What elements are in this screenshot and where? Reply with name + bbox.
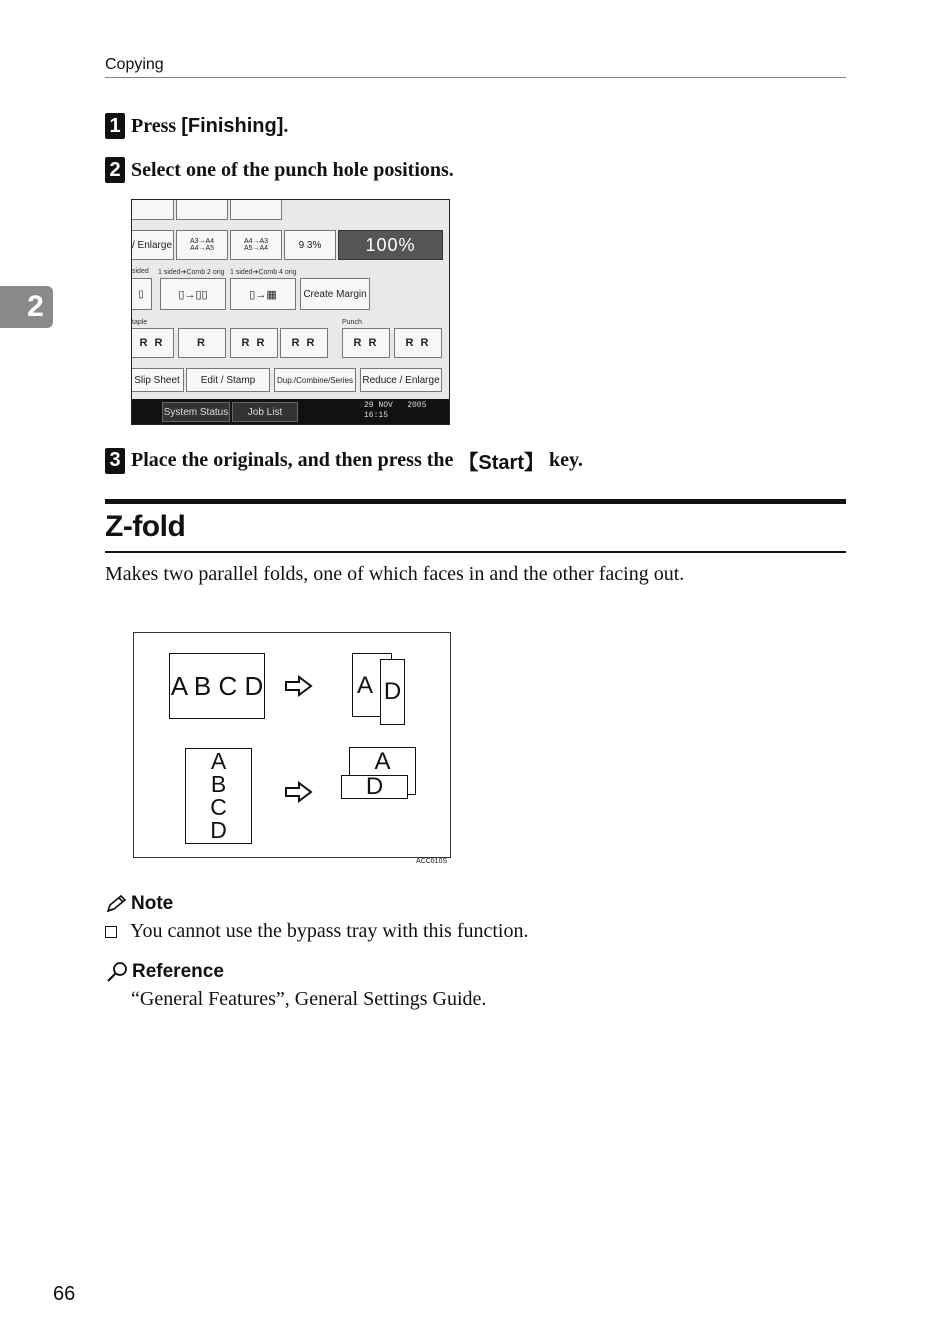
duplex-icon-button[interactable]	[131, 278, 152, 310]
note-heading-text: Note	[131, 893, 174, 914]
arrow-right-icon	[284, 675, 314, 697]
running-header: Copying	[105, 56, 164, 73]
panel-cell[interactable]	[176, 199, 228, 220]
ratio-100-display: 100%	[338, 230, 443, 260]
tab-dup-combine-series[interactable]: Dup./Combine/Series	[274, 368, 356, 392]
ratio-a4-a3-button[interactable]	[230, 230, 282, 260]
sheet-horizontal: A B C D	[169, 653, 265, 719]
create-margin-button[interactable]: Create Margin	[300, 278, 370, 310]
staple-position-icon: R	[197, 337, 207, 349]
section-rule-bottom	[105, 551, 846, 553]
section-description: Makes two parallel folds, one of which faces in and the other facing out.	[105, 563, 685, 585]
clock-display	[364, 401, 426, 421]
staple-option-button[interactable]	[131, 328, 174, 358]
section-title: Z-fold	[105, 510, 186, 543]
sided-label: sided	[132, 268, 149, 275]
z-fold-figure	[133, 632, 451, 858]
staple-position-icon: R R	[139, 337, 165, 349]
tab-reduce-enlarge[interactable]: Reduce / Enlarge	[360, 368, 442, 392]
staple-option-button[interactable]	[178, 328, 226, 358]
enlarge-button[interactable]: / Enlarge	[131, 230, 174, 260]
combine-2-button[interactable]	[160, 278, 226, 310]
staple-position-icon: R R	[241, 337, 267, 349]
folded2-letter-a: A	[374, 748, 391, 775]
note-item-text: You cannot use the bypass tray with this function.	[130, 920, 529, 942]
staple-option-button[interactable]	[230, 328, 278, 358]
arrow-right-icon	[284, 781, 314, 803]
control-panel-screenshot	[131, 199, 450, 425]
job-list-button[interactable]: Job List	[232, 402, 298, 422]
step-number: 2	[105, 157, 125, 183]
page-number: 66	[53, 1283, 76, 1305]
step-text: Press	[131, 114, 182, 137]
ratio-line: A5→A4	[243, 245, 269, 252]
note-heading	[105, 893, 173, 915]
duplex-icon: ▯	[138, 288, 144, 300]
punch-position-icon: R R	[353, 337, 379, 349]
punch-label: Punch	[342, 319, 362, 326]
chapter-tab: 2	[0, 286, 53, 328]
combine-4-icon: ▯→▦	[249, 288, 277, 301]
combine-4-button[interactable]	[230, 278, 296, 310]
reference-heading	[105, 961, 224, 983]
comb4-label: 1 sided➔Comb 4 orig	[230, 269, 297, 276]
punch-option-button[interactable]	[394, 328, 442, 358]
punch-position-icon: R R	[405, 337, 431, 349]
vertical-letter: C	[210, 794, 227, 820]
step-3	[105, 446, 583, 475]
staple-option-button[interactable]	[280, 328, 328, 358]
system-status-button[interactable]: System Status	[162, 402, 230, 422]
figure-code: ACC010S	[416, 858, 448, 865]
reference-text: “General Features”, General Settings Guide.	[131, 988, 487, 1010]
step-number: 1	[105, 113, 125, 139]
step-suffix: .	[283, 114, 289, 137]
key-label: 【Start】	[458, 452, 544, 474]
punch-option-button[interactable]	[342, 328, 390, 358]
vertical-letter: A	[210, 748, 227, 774]
step-number: 3	[105, 448, 125, 474]
vertical-letter: D	[210, 817, 227, 843]
reference-heading-text: Reference	[132, 961, 224, 982]
ratio-line: A4→A3	[243, 238, 269, 245]
section-rule-top	[105, 499, 846, 504]
panel-cell[interactable]	[131, 199, 174, 220]
step-1	[105, 113, 288, 139]
sheet-vertical	[185, 748, 252, 844]
folded2-letter-d: D	[365, 773, 384, 800]
ratio-line: A4→A5	[189, 245, 215, 252]
step-suffix: key.	[544, 449, 583, 471]
step-text: Select one of the punch hole positions.	[131, 158, 454, 181]
magnifier-icon	[105, 961, 129, 983]
time-readout: 16:15	[364, 411, 389, 420]
folded-front-panel	[380, 659, 405, 725]
checkbox-icon	[105, 926, 117, 938]
date-readout: 29 NOV 2005	[364, 401, 427, 410]
header-rule	[105, 77, 846, 78]
vertical-letter: B	[210, 771, 227, 797]
combine-2-icon: ▯→▯▯	[178, 288, 208, 301]
staple-label: taple	[132, 319, 148, 326]
tab-slip-sheet[interactable]: Slip Sheet	[131, 368, 184, 392]
step-2	[105, 157, 454, 183]
folded-letter-a: A	[357, 672, 374, 699]
ratio-line: A3→A4	[189, 238, 215, 245]
folded-letter-d: D	[383, 678, 402, 705]
panel-cell[interactable]	[230, 199, 282, 220]
note-item	[105, 920, 529, 943]
key-label: [Finishing]	[181, 114, 284, 137]
ratio-a3-a4-button[interactable]	[176, 230, 228, 260]
staple-position-icon: R R	[291, 337, 317, 349]
ratio-93-button[interactable]: 9 3%	[284, 230, 336, 260]
step-text: Place the originals, and then press the	[131, 449, 459, 471]
pencil-icon	[105, 894, 127, 914]
comb2-label: 1 sided➔Comb 2 orig	[158, 269, 225, 276]
tab-edit-stamp[interactable]: Edit / Stamp	[186, 368, 270, 392]
folded2-front-panel	[341, 775, 408, 799]
